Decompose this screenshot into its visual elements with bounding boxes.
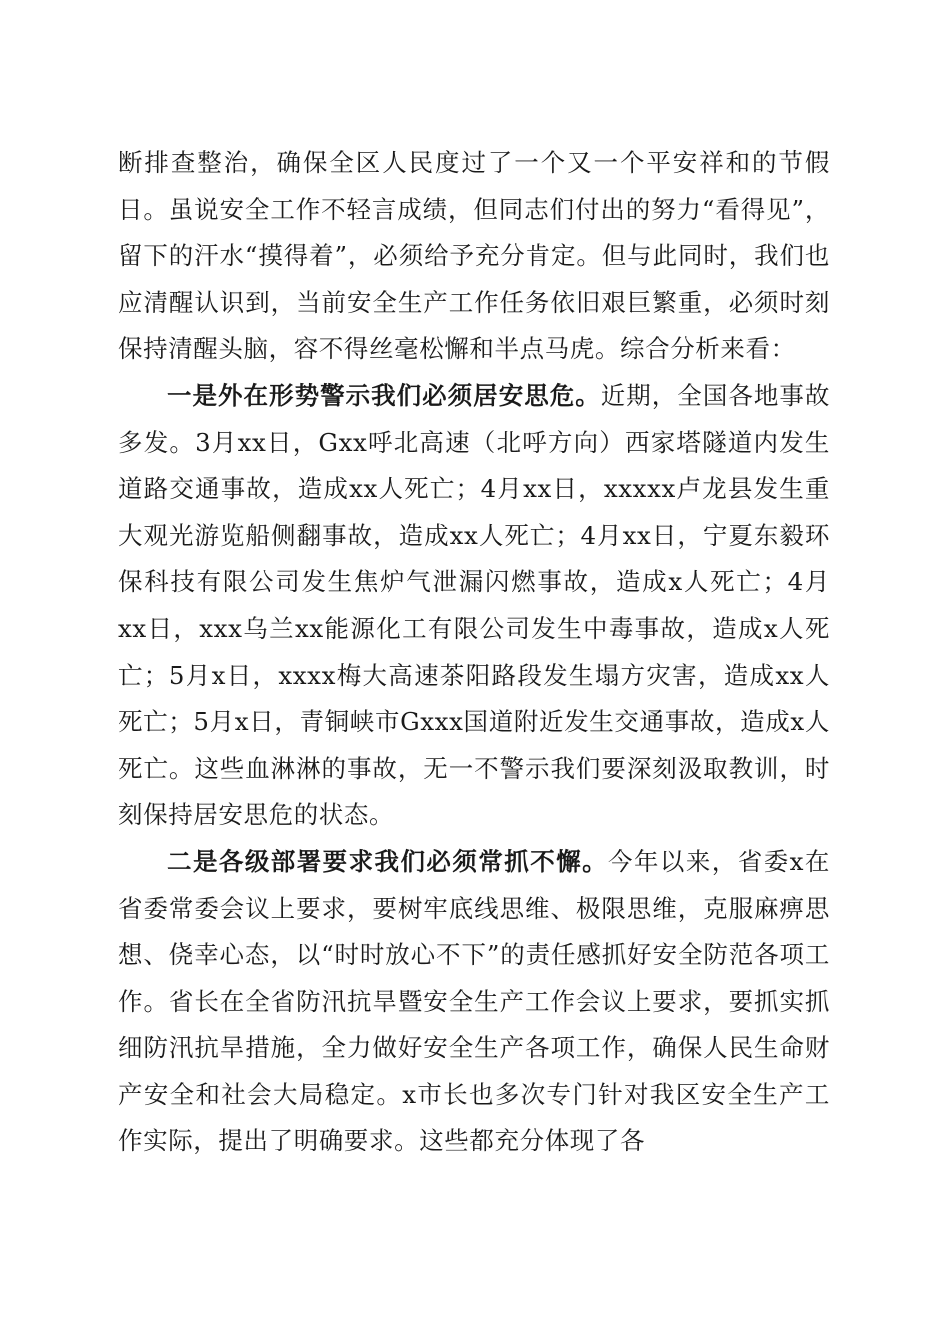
paragraph-1-text: 断排查整治，确保全区人民度过了一个又一个平安祥和的节假日。虽说安全工作不轻言成绩，但同志们付出的努力“看得见”，留下的汗水“摸得着”，必须给予充分肯定。但与此同时，我们也应清醒认识到，当前安全生产工作任务依旧艰巨繁重，必须时刻保持清醒头脑，容不得丝毫松懈和半点马虎。综合分析来看： bbox=[118, 148, 830, 364]
paragraph-2 bbox=[118, 373, 830, 839]
paragraph-3-heading: 二是各级部署要求我们必须常抓不懈。 bbox=[167, 846, 609, 876]
paragraph-2-text: 近期，全国各地事故多发。3月xx日，Gxx呼北高速（北呼方向）西家塔隧道内发生道路交通事故，造成xx人死亡；4月xx日，xxxxx卢龙县发生重大观光游览船侧翻事故，造成xx人死亡；4月xx日，宁夏东毅环保科技有限公司发生焦炉气泄漏闪燃事故，造成x人死亡；4月xx日，xxx乌兰xx能源化工有限公司发生中毒事故，造成x人死亡；5月x日，xxxx梅大高速茶阳路段发生塌方灾害，造成xx人死亡；5月x日，青铜峡市Gxxx国道附近发生交通事故，造成x人死亡。这些血淋淋的事故，无一不警示我们要深刻汲取教训，时刻保持居安思危的状态。 bbox=[118, 380, 830, 830]
paragraph-1 bbox=[118, 140, 830, 373]
paragraph-3-text: 今年以来，省委x在省委常委会议上要求，要树牢底线思维、极限思维，克服麻痹思想、侥幸心态，以“时时放心不下”的责任感抓好安全防范各项工作。省长在全省防汛抗旱暨安全生产工作会议上要求，要抓实抓细防汛抗旱措施，全力做好安全生产各项工作，确保人民生命财产安全和社会大局稳定。x市长也多次专门针对我区安全生产工作实际，提出了明确要求。这些都充分体现了各 bbox=[118, 846, 830, 1156]
document-body bbox=[118, 140, 830, 1165]
paragraph-3 bbox=[118, 839, 830, 1165]
paragraph-2-heading: 一是外在形势警示我们必须居安思危。 bbox=[167, 380, 601, 410]
